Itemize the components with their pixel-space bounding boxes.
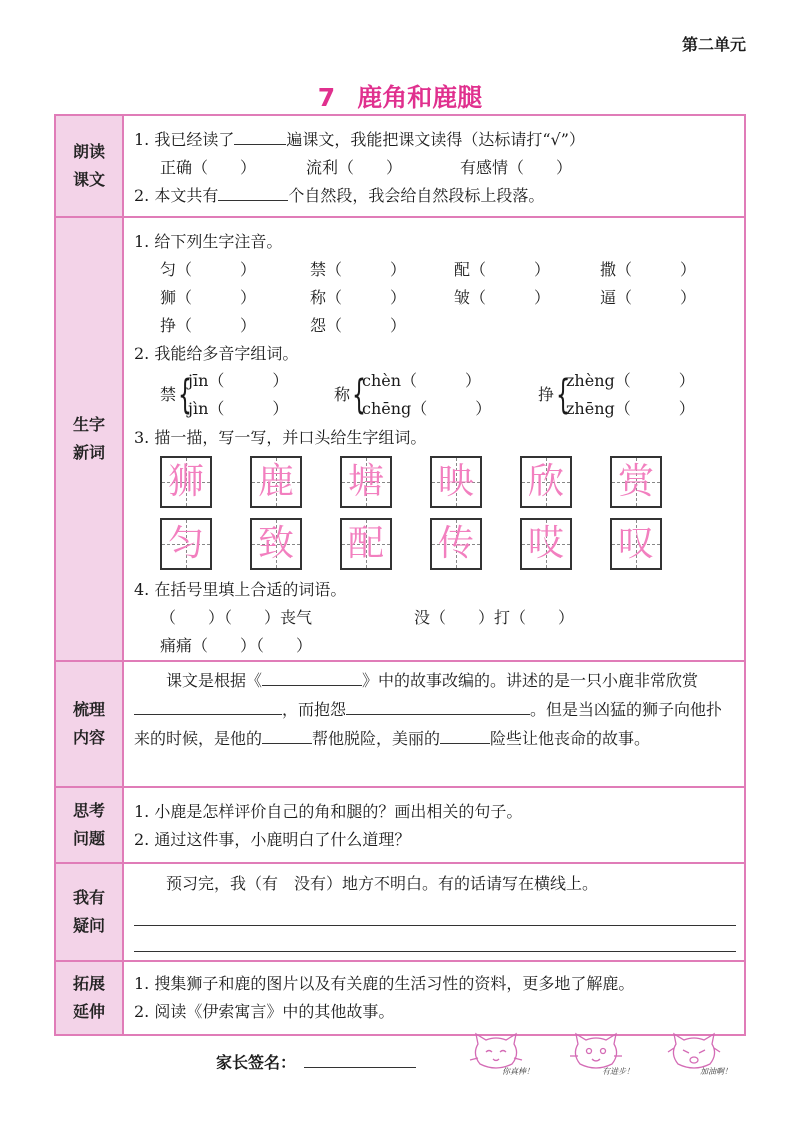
brace: { xyxy=(556,372,570,418)
brace: { xyxy=(178,372,192,418)
signature-line[interactable] xyxy=(304,1051,416,1068)
sticker-progress[interactable]: 有进步！ xyxy=(566,1030,626,1075)
fill-row: 痛痛（ ）（ ） xyxy=(160,636,313,655)
trace-box[interactable]: 狮 xyxy=(160,456,212,508)
section-label: 朗读 课文 xyxy=(55,115,123,217)
lesson-title xyxy=(0,78,800,114)
section-extend xyxy=(55,961,745,1035)
question-2: 2. 我能给多音字组词。 xyxy=(134,344,299,363)
lesson-number: 7 xyxy=(317,83,336,112)
trace-row xyxy=(134,452,736,514)
blank[interactable] xyxy=(262,669,362,686)
extend-item-1: 1. 搜集狮子和鹿的图片以及有关鹿的生活习性的资料，更多地了解鹿。 xyxy=(134,974,635,993)
trace-box[interactable]: 赏 xyxy=(610,456,662,508)
think-question-2: 2. 通过这件事，小鹿明白了什么道理？ xyxy=(134,830,411,849)
answer-line[interactable] xyxy=(134,950,736,952)
section-label: 生字 新词 xyxy=(55,217,123,661)
summary-paragraph: 课文是根据《 》中的故事改编的。讲述的是一只小鹿非常欣赏，而抱怨 。但是当凶猛的狮子向他扑来的时候，是他的 帮他脱险，美丽的 险些让他丧命的故事。 xyxy=(134,671,723,748)
fill-row: （ ）（ ）丧气 没（ ）打（ ） xyxy=(160,608,575,627)
trace-box[interactable]: 鹿 xyxy=(250,456,302,508)
pinyin-row: 匀（ ） 禁（ ） 配（ ） 撒（ ） xyxy=(160,260,697,279)
question-4: 4. 在括号里填上合适的词语。 xyxy=(134,580,347,599)
option-fluent[interactable]: 流利（ ） xyxy=(306,158,403,177)
section-summary xyxy=(55,661,745,787)
extend-item-2: 2. 阅读《伊索寓言》中的其他故事。 xyxy=(134,1002,395,1021)
unit-label: 第二单元 xyxy=(681,35,746,54)
option-expressive[interactable]: 有感情（ ） xyxy=(460,158,573,177)
brace: { xyxy=(352,372,366,418)
option-correct[interactable]: 正确（ ） xyxy=(160,158,257,177)
parent-signature: 家长签名： xyxy=(216,1050,416,1073)
trace-box[interactable]: 叹 xyxy=(610,518,662,570)
polyphone-group: 禁 { jīn（ ） jìn（ ） 称 { chèn（ ） chēng（ ） 挣 { zhèng（ ） zhēng（ ） xyxy=(160,371,695,418)
question-prompt: 预习完，我（有 没有）地方不明白。有的话请写在横线上。 xyxy=(166,874,599,893)
blank[interactable] xyxy=(346,698,530,715)
blank[interactable] xyxy=(134,698,282,715)
trace-box[interactable]: 匀 xyxy=(160,518,212,570)
trace-box[interactable]: 哎 xyxy=(520,518,572,570)
blank[interactable] xyxy=(218,182,288,201)
section-label: 思考 问题 xyxy=(55,787,123,863)
section-think xyxy=(55,787,745,863)
section-reading xyxy=(55,115,745,217)
reading-line-3: 2. 本文共有 个自然段，我会给自然段标上段落。 xyxy=(134,182,736,210)
section-question xyxy=(55,863,745,961)
trace-box[interactable]: 塘 xyxy=(340,456,392,508)
trace-box[interactable]: 映 xyxy=(430,456,482,508)
pinyin-row: 狮（ ） 称（ ） 皱（ ） 逼（ ） xyxy=(160,288,697,307)
blank[interactable] xyxy=(262,727,312,744)
lesson-name: 鹿角和鹿腿 xyxy=(357,83,483,112)
trace-row xyxy=(134,514,736,576)
trace-box[interactable]: 致 xyxy=(250,518,302,570)
think-question-1: 1. 小鹿是怎样评价自己的角和腿的？画出相关的句子。 xyxy=(134,802,523,821)
blank[interactable] xyxy=(234,126,286,145)
section-vocab xyxy=(55,217,745,661)
section-label: 我有 疑问 xyxy=(55,863,123,961)
section-label: 拓展 延伸 xyxy=(55,961,123,1035)
trace-box[interactable]: 配 xyxy=(340,518,392,570)
sticker-cheer[interactable]: 加油啊！ xyxy=(664,1030,724,1075)
reading-options xyxy=(134,154,736,182)
blank[interactable] xyxy=(440,727,490,744)
pinyin-row: 挣（ ） 怨（ ） xyxy=(160,316,407,335)
worksheet-table xyxy=(54,114,746,1036)
section-label: 梳理 内容 xyxy=(55,661,123,787)
sticker-great[interactable]: 你真棒！ xyxy=(466,1030,526,1075)
question-1: 1. 给下列生字注音。 xyxy=(134,232,283,251)
trace-box[interactable]: 传 xyxy=(430,518,482,570)
trace-box[interactable]: 欣 xyxy=(520,456,572,508)
reading-line-1: 1. 我已经读了 遍课文，我能把课文读得（达标请打“√”） xyxy=(134,126,736,154)
question-3: 3. 描一描，写一写，并口头给生字组词。 xyxy=(134,428,427,447)
